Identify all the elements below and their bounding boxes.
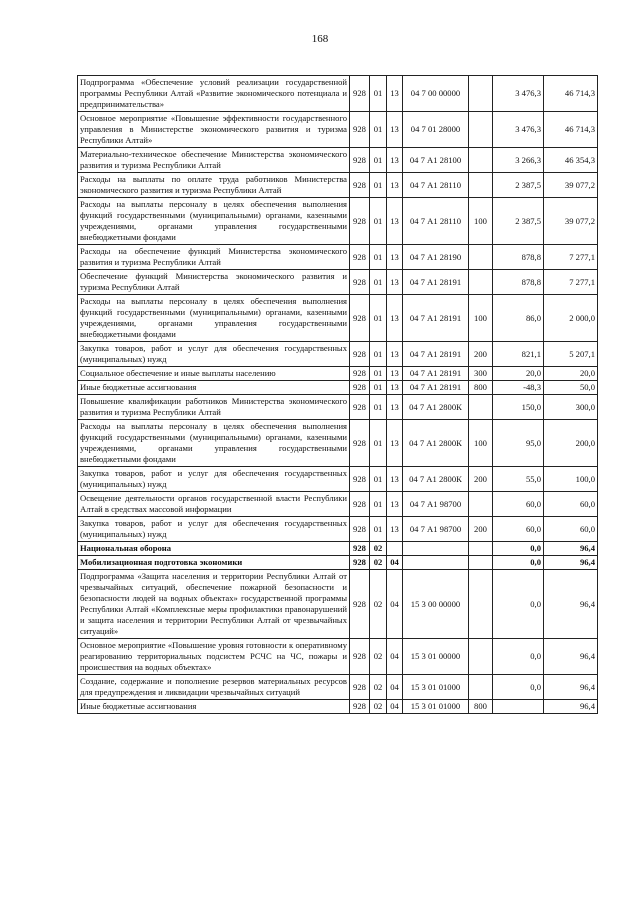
row-name: Национальная оборона — [78, 542, 350, 556]
row-ved: 928 — [350, 467, 370, 492]
table-row — [78, 542, 598, 556]
row-pr: 13 — [387, 245, 403, 270]
row-sum-1: 0,0 — [493, 639, 544, 675]
row-sum-1: 3 476,3 — [493, 76, 544, 112]
row-pr: 13 — [387, 395, 403, 420]
row-sum-1: 2 387,5 — [493, 173, 544, 198]
row-sum-1: 95,0 — [493, 420, 544, 467]
row-csr: 04 7 А1 2800К — [403, 395, 469, 420]
row-csr: 04 7 А1 28190 — [403, 245, 469, 270]
row-pr: 13 — [387, 112, 403, 148]
row-sum-2: 5 207,1 — [544, 342, 598, 367]
row-rz: 01 — [370, 270, 387, 295]
row-name: Иные бюджетные ассигнования — [78, 700, 350, 714]
row-pr: 13 — [387, 173, 403, 198]
table-row — [78, 517, 598, 542]
row-sum-1: 0,0 — [493, 542, 544, 556]
row-sum-1: 60,0 — [493, 492, 544, 517]
row-sum-2: 96,4 — [544, 700, 598, 714]
row-ved: 928 — [350, 700, 370, 714]
row-pr: 13 — [387, 148, 403, 173]
row-rz: 01 — [370, 367, 387, 381]
table-row — [78, 295, 598, 342]
table-row — [78, 467, 598, 492]
row-rz: 01 — [370, 198, 387, 245]
row-rz: 02 — [370, 700, 387, 714]
row-sum-1: 86,0 — [493, 295, 544, 342]
row-rz: 02 — [370, 570, 387, 639]
row-name: Расходы на выплаты персоналу в целях обеспечения выполнения функций государственными (муниципальными) органами, казенными учреждениями, органами управления государственными внебюджетными фондами — [78, 198, 350, 245]
row-ved: 928 — [350, 542, 370, 556]
row-name: Расходы на выплаты персоналу в целях обеспечения выполнения функций государственными (муниципальными) органами, казенными учреждениями, органами управления государственными внебюджетными фондами — [78, 420, 350, 467]
row-sum-1: -48,3 — [493, 381, 544, 395]
row-ved: 928 — [350, 381, 370, 395]
row-vr: 300 — [469, 367, 493, 381]
row-ved: 928 — [350, 198, 370, 245]
row-name: Мобилизационная подготовка экономики — [78, 556, 350, 570]
row-sum-1: 878,8 — [493, 270, 544, 295]
row-csr: 04 7 А1 98700 — [403, 492, 469, 517]
row-rz: 01 — [370, 245, 387, 270]
row-csr: 04 7 А1 2800К — [403, 420, 469, 467]
row-sum-1: 878,8 — [493, 245, 544, 270]
row-pr: 04 — [387, 570, 403, 639]
table-row — [78, 245, 598, 270]
row-vr — [469, 570, 493, 639]
row-pr — [387, 542, 403, 556]
page-number: 168 — [311, 33, 329, 45]
row-rz: 01 — [370, 381, 387, 395]
row-csr: 04 7 А1 28191 — [403, 367, 469, 381]
row-rz: 02 — [370, 556, 387, 570]
row-ved: 928 — [350, 245, 370, 270]
row-rz: 01 — [370, 342, 387, 367]
row-ved: 928 — [350, 639, 370, 675]
row-sum-1: 2 387,5 — [493, 198, 544, 245]
row-vr: 100 — [469, 198, 493, 245]
row-name: Расходы на выплаты персоналу в целях обеспечения выполнения функций государственными (муниципальными) органами, казенными учреждениями, органами управления государственными внебюджетными фондами — [78, 295, 350, 342]
row-pr: 13 — [387, 270, 403, 295]
row-rz: 01 — [370, 395, 387, 420]
table-row — [78, 420, 598, 467]
row-rz: 01 — [370, 420, 387, 467]
row-sum-1 — [493, 700, 544, 714]
row-vr — [469, 395, 493, 420]
row-csr: 15 3 01 01000 — [403, 700, 469, 714]
row-name: Материально-техническое обеспечение Министерства экономического развития и туризма Республики Алтай — [78, 148, 350, 173]
row-pr: 13 — [387, 517, 403, 542]
row-name: Обеспечение функций Министерства экономического развития и туризма Республики Алтай — [78, 270, 350, 295]
row-sum-1: 20,0 — [493, 367, 544, 381]
row-csr: 04 7 А1 28191 — [403, 295, 469, 342]
row-pr: 13 — [387, 467, 403, 492]
row-name: Подпрограмма «Обеспечение условий реализации государственной программы Республики Алтай «Развитие экономического потенциала и предпринимательства» — [78, 76, 350, 112]
row-sum-1: 3 266,3 — [493, 148, 544, 173]
row-vr: 100 — [469, 420, 493, 467]
row-vr — [469, 148, 493, 173]
row-name: Повышение квалификации работников Министерства экономического развития и туризма Республики Алтай — [78, 395, 350, 420]
row-csr: 15 3 01 00000 — [403, 639, 469, 675]
row-ved: 928 — [350, 148, 370, 173]
row-sum-2: 100,0 — [544, 467, 598, 492]
row-ved: 928 — [350, 517, 370, 542]
row-pr: 04 — [387, 556, 403, 570]
row-csr: 04 7 А1 28110 — [403, 173, 469, 198]
row-sum-2: 50,0 — [544, 381, 598, 395]
row-vr — [469, 173, 493, 198]
row-csr: 15 3 00 00000 — [403, 570, 469, 639]
row-rz: 01 — [370, 467, 387, 492]
row-vr: 200 — [469, 342, 493, 367]
row-ved: 928 — [350, 342, 370, 367]
row-pr: 13 — [387, 198, 403, 245]
row-vr — [469, 542, 493, 556]
row-sum-2: 96,4 — [544, 556, 598, 570]
row-csr: 04 7 А1 28100 — [403, 148, 469, 173]
row-sum-2: 7 277,1 — [544, 245, 598, 270]
row-vr — [469, 556, 493, 570]
row-vr: 100 — [469, 295, 493, 342]
row-name: Создание, содержание и пополнение резервов материальных ресурсов для предупреждения и ликвидации чрезвычайных ситуаций — [78, 675, 350, 700]
row-vr: 800 — [469, 381, 493, 395]
table-row — [78, 570, 598, 639]
row-sum-2: 20,0 — [544, 367, 598, 381]
row-sum-2: 39 077,2 — [544, 173, 598, 198]
row-ved: 928 — [350, 420, 370, 467]
row-sum-2: 46 714,3 — [544, 112, 598, 148]
row-csr: 15 3 01 01000 — [403, 675, 469, 700]
row-sum-2: 2 000,0 — [544, 295, 598, 342]
row-pr: 13 — [387, 295, 403, 342]
row-sum-2: 96,4 — [544, 542, 598, 556]
row-rz: 01 — [370, 148, 387, 173]
table-row — [78, 675, 598, 700]
row-sum-1: 0,0 — [493, 570, 544, 639]
row-sum-2: 7 277,1 — [544, 270, 598, 295]
row-name: Социальное обеспечение и иные выплаты населению — [78, 367, 350, 381]
table-row — [78, 700, 598, 714]
row-vr: 800 — [469, 700, 493, 714]
row-rz: 02 — [370, 542, 387, 556]
row-sum-2: 46 714,3 — [544, 76, 598, 112]
row-sum-1: 55,0 — [493, 467, 544, 492]
row-ved: 928 — [350, 270, 370, 295]
row-sum-2: 200,0 — [544, 420, 598, 467]
row-sum-2: 96,4 — [544, 570, 598, 639]
row-vr — [469, 76, 493, 112]
row-vr — [469, 675, 493, 700]
row-sum-2: 96,4 — [544, 675, 598, 700]
table-row — [78, 639, 598, 675]
row-rz: 01 — [370, 295, 387, 342]
row-ved: 928 — [350, 173, 370, 198]
row-ved: 928 — [350, 395, 370, 420]
row-name: Расходы на обеспечение функций Министерства экономического развития и туризма Республики Алтай — [78, 245, 350, 270]
row-ved: 928 — [350, 367, 370, 381]
row-sum-1: 0,0 — [493, 675, 544, 700]
row-csr: 04 7 01 28000 — [403, 112, 469, 148]
row-rz: 02 — [370, 639, 387, 675]
row-rz: 01 — [370, 517, 387, 542]
row-ved: 928 — [350, 556, 370, 570]
row-sum-1: 0,0 — [493, 556, 544, 570]
row-sum-1: 821,1 — [493, 342, 544, 367]
row-ved: 928 — [350, 492, 370, 517]
row-sum-1: 150,0 — [493, 395, 544, 420]
row-sum-2: 46 354,3 — [544, 148, 598, 173]
table-row — [78, 492, 598, 517]
row-csr: 04 7 А1 28191 — [403, 342, 469, 367]
row-name: Закупка товаров, работ и услуг для обеспечения государственных (муниципальных) нужд — [78, 342, 350, 367]
row-ved: 928 — [350, 675, 370, 700]
row-csr: 04 7 А1 98700 — [403, 517, 469, 542]
row-vr — [469, 492, 493, 517]
row-csr — [403, 556, 469, 570]
row-rz: 01 — [370, 112, 387, 148]
row-sum-2: 60,0 — [544, 517, 598, 542]
row-sum-1: 60,0 — [493, 517, 544, 542]
row-pr: 13 — [387, 76, 403, 112]
row-vr — [469, 112, 493, 148]
table-row — [78, 148, 598, 173]
table-row — [78, 395, 598, 420]
table-row — [78, 342, 598, 367]
row-name: Освещение деятельности органов государственной власти Республики Алтай в средствах массовой информации — [78, 492, 350, 517]
row-pr: 13 — [387, 381, 403, 395]
table-row — [78, 198, 598, 245]
row-name: Расходы на выплаты по оплате труда работников Министерства экономического развития и туризма Республики Алтай — [78, 173, 350, 198]
row-ved: 928 — [350, 570, 370, 639]
row-pr: 13 — [387, 367, 403, 381]
table-row — [78, 76, 598, 112]
table-row — [78, 556, 598, 570]
row-sum-1: 3 476,3 — [493, 112, 544, 148]
row-vr — [469, 639, 493, 675]
table-row — [78, 173, 598, 198]
row-pr: 13 — [387, 420, 403, 467]
row-pr: 04 — [387, 639, 403, 675]
table-row — [78, 381, 598, 395]
row-csr: 04 7 00 00000 — [403, 76, 469, 112]
row-name: Закупка товаров, работ и услуг для обеспечения государственных (муниципальных) нужд — [78, 467, 350, 492]
row-csr: 04 7 А1 2800К — [403, 467, 469, 492]
row-name: Иные бюджетные ассигнования — [78, 381, 350, 395]
row-sum-2: 39 077,2 — [544, 198, 598, 245]
row-ved: 928 — [350, 112, 370, 148]
row-csr: 04 7 А1 28110 — [403, 198, 469, 245]
row-vr: 200 — [469, 467, 493, 492]
row-pr: 04 — [387, 700, 403, 714]
row-ved: 928 — [350, 295, 370, 342]
row-csr: 04 7 А1 28191 — [403, 381, 469, 395]
row-pr: 13 — [387, 342, 403, 367]
budget-table — [77, 75, 598, 714]
row-name: Основное мероприятие «Повышение уровня готовности к оперативному реагированию территориальных подсистем РСЧС на ЧС, пожары и происшествия на водных объектах» — [78, 639, 350, 675]
table-row — [78, 367, 598, 381]
row-vr — [469, 245, 493, 270]
row-sum-2: 300,0 — [544, 395, 598, 420]
row-pr: 04 — [387, 675, 403, 700]
row-rz: 02 — [370, 675, 387, 700]
row-csr: 04 7 А1 28191 — [403, 270, 469, 295]
row-sum-2: 96,4 — [544, 639, 598, 675]
row-name: Закупка товаров, работ и услуг для обеспечения государственных (муниципальных) нужд — [78, 517, 350, 542]
row-rz: 01 — [370, 173, 387, 198]
row-rz: 01 — [370, 76, 387, 112]
row-name: Подпрограмма «Защита населения и территории Республики Алтай от чрезвычайных ситуаций, обеспечение пожарной безопасности и безопасности людей на водных объектах» государственной программы Республики Алтай «Комплексные меры профилактики правонарушений и защита населения и территории Республики Алтай от чрезвычайных ситуаций» — [78, 570, 350, 639]
row-sum-2: 60,0 — [544, 492, 598, 517]
row-vr: 200 — [469, 517, 493, 542]
row-csr — [403, 542, 469, 556]
row-rz: 01 — [370, 492, 387, 517]
table-row — [78, 270, 598, 295]
row-name: Основное мероприятие «Повышение эффективности государственного управления в Министерстве экономического развития и туризма Республики Алтай» — [78, 112, 350, 148]
row-pr: 13 — [387, 492, 403, 517]
row-vr — [469, 270, 493, 295]
row-ved: 928 — [350, 76, 370, 112]
table-row — [78, 112, 598, 148]
